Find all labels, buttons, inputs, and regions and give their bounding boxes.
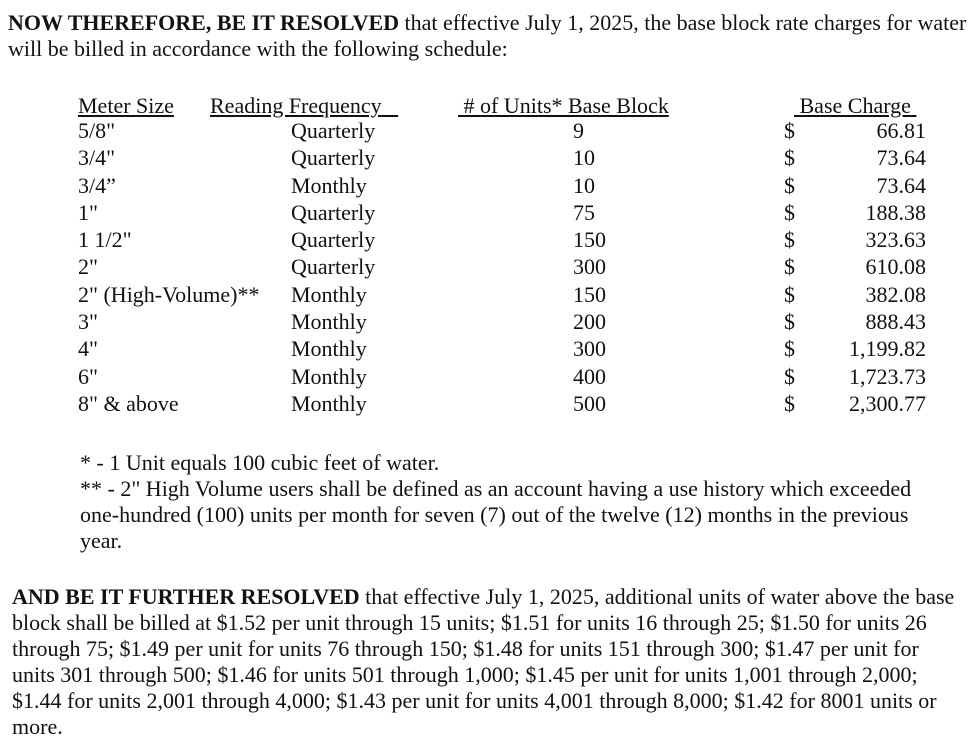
header-meter-size: Meter Size [78, 93, 174, 118]
meter-size-cell: 1" [78, 199, 98, 225]
table-row [0, 200, 980, 227]
intro-paragraph [8, 10, 968, 62]
meter-size-cell: 5/8" [78, 118, 116, 143]
footnote-unit: * - 1 Unit equals 100 cubic feet of water. [80, 450, 440, 475]
dollar-sign: $ [784, 227, 795, 253]
dollar-sign: $ [784, 172, 795, 198]
units-cell: 300 [573, 254, 606, 280]
units-cell: 10 [573, 145, 595, 171]
frequency-cell: Monthly [291, 363, 367, 389]
meter-size-cell: 6" [78, 363, 98, 389]
table-row [0, 118, 980, 145]
header-units: # of Units* Base Block [463, 93, 669, 118]
base-charge-cell: 66.81 [876, 118, 926, 143]
meter-size-cell: 3/4” [78, 172, 116, 198]
table-row [0, 282, 980, 309]
further-bold-lead: AND BE IT FURTHER RESOLVED [12, 584, 360, 609]
meter-size-cell: 2" [78, 254, 98, 280]
rate-table [0, 118, 980, 418]
dollar-sign: $ [784, 281, 795, 307]
table-row [0, 364, 980, 391]
meter-size-cell: 3" [78, 309, 98, 335]
frequency-cell: Quarterly [291, 118, 376, 143]
frequency-cell: Monthly [291, 390, 367, 416]
dollar-sign: $ [784, 390, 795, 416]
frequency-cell: Monthly [291, 309, 367, 335]
footnote-high-volume: ** - 2" High Volume users shall be defined as an account having a use history which exceeded one-hundred (100) units per month for seven (7) out of the twelve (12) months in the previous year. [80, 476, 912, 553]
units-cell: 75 [573, 199, 595, 225]
further-text: that effective July 1, 2025, additional units of water above the base block shall be billed at $1.52 per unit through 15 units; $1.51 for units 16 through 25; $1.50 for units 26 through 75; $1.49 per unit for units 76 through 150; $1.48 for units 151 through 300; $1.47 per unit for units 301 through 500; $1.46 for units 501 through 1,000; $1.45 per unit for units 1,001 through 2,000; $1.44 for units 2,001 through 4,000; $1.43 per unit for units 4,001 through 8,000; $1.42 for 8001 units or more. [12, 584, 955, 739]
units-cell: 400 [573, 363, 606, 389]
table-row [0, 227, 980, 254]
base-charge-cell: 188.38 [865, 199, 926, 225]
dollar-sign: $ [784, 363, 795, 389]
base-charge-cell: 323.63 [865, 227, 926, 253]
base-charge-cell: 73.64 [876, 145, 926, 171]
frequency-cell: Quarterly [291, 145, 376, 171]
table-row [0, 309, 980, 336]
frequency-cell: Quarterly [291, 199, 376, 225]
frequency-cell: Quarterly [291, 254, 376, 280]
frequency-cell: Quarterly [291, 227, 376, 253]
dollar-sign: $ [784, 254, 795, 280]
units-cell: 150 [573, 281, 606, 307]
base-charge-cell: 1,199.82 [849, 336, 926, 362]
table-row [0, 145, 980, 172]
base-charge-cell: 73.64 [876, 172, 926, 198]
meter-size-cell: 1 1/2" [78, 227, 132, 253]
units-cell: 200 [573, 309, 606, 335]
dollar-sign: $ [784, 145, 795, 171]
dollar-sign: $ [784, 336, 795, 362]
units-cell: 500 [573, 390, 606, 416]
dollar-sign: $ [784, 118, 795, 143]
dollar-sign: $ [784, 199, 795, 225]
frequency-cell: Monthly [291, 281, 367, 307]
base-charge-cell: 382.08 [865, 281, 926, 307]
further-resolved-paragraph [12, 584, 962, 740]
meter-size-cell: 3/4" [78, 145, 116, 171]
base-charge-cell: 888.43 [865, 309, 926, 335]
intro-bold-lead: NOW THEREFORE, BE IT RESOLVED [8, 10, 400, 35]
meter-size-cell: 2" (High-Volume)** [78, 281, 260, 307]
units-cell: 9 [573, 118, 584, 143]
footnotes [80, 450, 940, 554]
units-cell: 300 [573, 336, 606, 362]
units-cell: 150 [573, 227, 606, 253]
meter-size-cell: 4" [78, 336, 98, 362]
table-row [0, 173, 980, 200]
base-charge-cell: 1,723.73 [849, 363, 926, 389]
intro-text: that effective July 1, 2025, the base block rate charges for water will be billed in accordance with the following schedule: [8, 10, 967, 61]
base-charge-cell: 610.08 [865, 254, 926, 280]
base-charge-cell: 2,300.77 [849, 390, 926, 416]
table-row [0, 254, 980, 281]
header-base-charge: Base Charge [799, 93, 911, 118]
frequency-cell: Monthly [291, 336, 367, 362]
header-reading-frequency: Reading Frequency [210, 93, 382, 118]
table-row [0, 336, 980, 363]
frequency-cell: Monthly [291, 172, 367, 198]
units-cell: 10 [573, 172, 595, 198]
dollar-sign: $ [784, 309, 795, 335]
meter-size-cell: 8" & above [78, 390, 179, 416]
table-row [0, 391, 980, 418]
